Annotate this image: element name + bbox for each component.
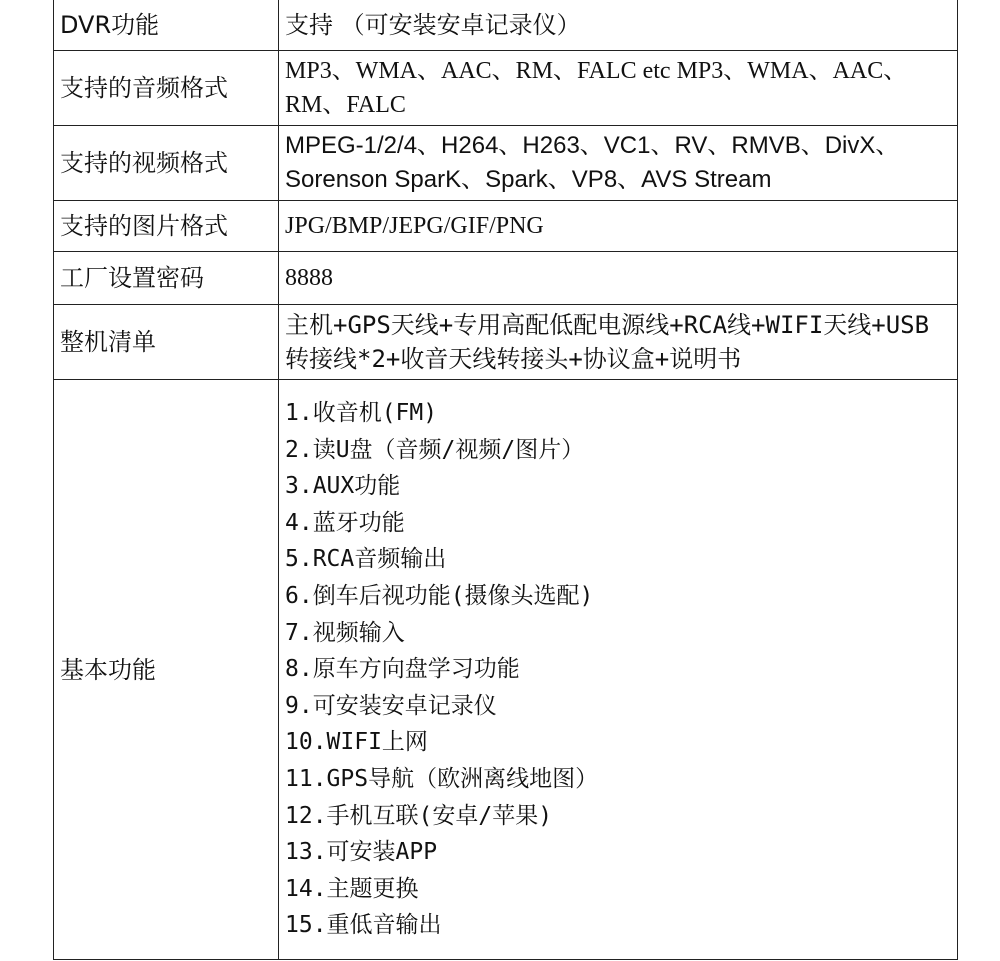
list-item: 15.重低音输出 (285, 912, 442, 939)
list-item: 6.倒车后视功能(摄像头选配) (285, 583, 594, 610)
list-item: 10.WIFI上网 (285, 729, 428, 756)
row-value-functions (279, 380, 958, 960)
row-value-image: JPG/BMP/JEPG/GIF/PNG (279, 201, 958, 252)
list-item: 12.手机互联(安卓/苹果) (285, 802, 553, 829)
list-item: 13.可安装APP (285, 839, 438, 866)
table-row (54, 252, 958, 305)
table-row (54, 126, 958, 201)
table-row (54, 51, 958, 126)
list-item: 11.GPS导航（欧洲离线地图） (285, 765, 599, 792)
row-key-functions: 基本功能 (54, 380, 279, 960)
row-value-video: MPEG-1/2/4、H264、H263、VC1、RV、RMVB、DivX、Sorenson SparK、Spark、VP8、AVS Stream (279, 126, 958, 201)
row-value-package: 主机+GPS天线+专用高配低配电源线+RCA线+WIFI天线+USB转接线*2+收音天线转接头+协议盒+说明书 (279, 305, 958, 380)
row-key-video: 支持的视频格式 (54, 126, 279, 201)
row-value-password: 8888 (279, 252, 958, 305)
row-key-password: 工厂设置密码 (54, 252, 279, 305)
row-key-package: 整机清单 (54, 305, 279, 380)
row-value-dvr: 支持 （可安装安卓记录仪） (279, 0, 958, 51)
function-list (285, 395, 951, 944)
table-row (54, 380, 958, 960)
list-item: 9.可安装安卓记录仪 (285, 692, 497, 719)
list-item: 7.视频输入 (285, 619, 405, 646)
row-key-image: 支持的图片格式 (54, 201, 279, 252)
row-key-audio: 支持的音频格式 (54, 51, 279, 126)
list-item: 14.主题更换 (285, 875, 419, 902)
list-item: 4.蓝牙功能 (285, 509, 405, 536)
table-row (54, 0, 958, 51)
list-item: 1.收音机(FM) (285, 400, 438, 427)
row-key-dvr: DVR功能 (54, 0, 279, 51)
table-row (54, 201, 958, 252)
list-item: 5.RCA音频输出 (285, 546, 447, 573)
list-item: 8.原车方向盘学习功能 (285, 656, 520, 683)
spec-table (53, 0, 958, 960)
row-value-audio: MP3、WMA、AAC、RM、FALC etc MP3、WMA、AAC、RM、FALC (279, 51, 958, 126)
list-item: 2.读U盘（音频/视频/图片） (285, 436, 585, 463)
table-row (54, 305, 958, 380)
list-item: 3.AUX功能 (285, 473, 401, 500)
